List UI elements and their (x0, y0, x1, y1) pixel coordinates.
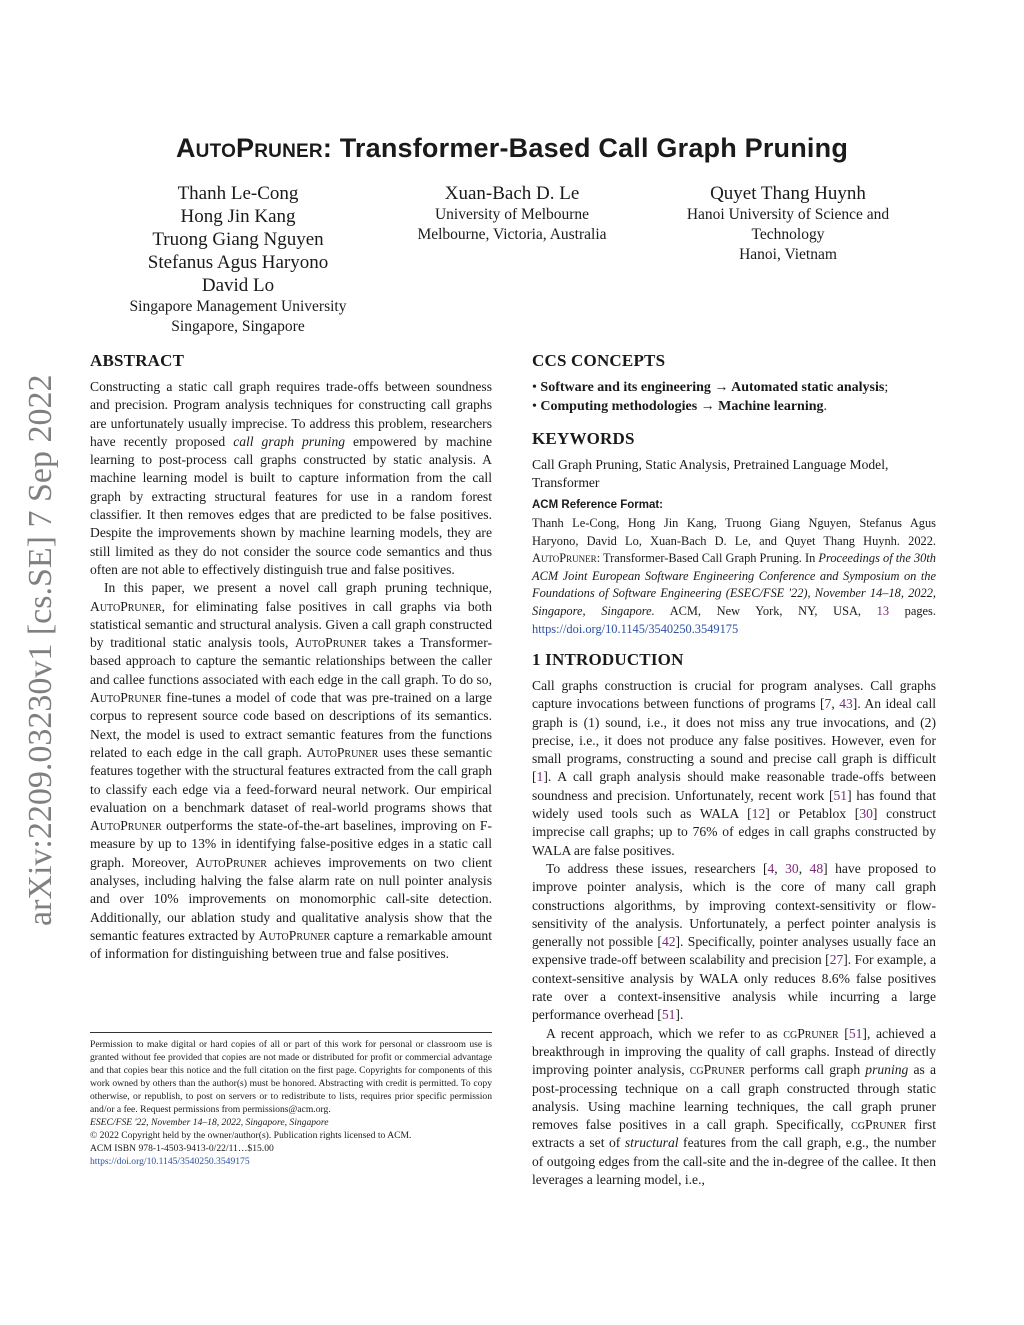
acm-reference-pages[interactable]: 13 (876, 603, 890, 618)
author-affiliation: Hanoi University of Science and Technology (686, 206, 890, 243)
author-name: Thanh Le-Cong (177, 183, 299, 204)
author-name: Truong Giang Nguyen (152, 229, 324, 250)
intro-paragraph-2: To address these issues, researchers [4, 30, 48] have proposed to improve pointer analysis, which is the core of many call graph constructions algorithms, by improving context-sensitivity or flow-sensitivity of the analysis. Unfortunately, a perfect pointer analysis is generally not possible [42]. Specifically, pointer analyses usually face an expensive trade-off between scalability and precision [27]. For example, a context-sensitive analysis by WALA only reduces 8.6% false positives rate over a context-insensitive analysis while incurring a large performance overhead [51]. (532, 860, 937, 1023)
author-name: Quyet Thang Huynh (710, 183, 866, 204)
acm-reference (532, 499, 936, 638)
author-name: Xuan-Bach D. Le (444, 183, 580, 204)
citation-link[interactable]: 30 (785, 860, 799, 876)
citation-link[interactable]: 7 (824, 696, 832, 712)
citation-link[interactable]: 51 (833, 787, 848, 803)
author-location: Singapore, Singapore (171, 318, 305, 335)
title-rest: : Transformer-Based Call Graph Pruning (322, 133, 849, 163)
acm-reference-doi-link[interactable]: https://doi.org/10.1145/3540250.3549175 (532, 621, 739, 636)
acm-reference-text: Thanh Le-Cong, Hong Jin Kang, Truong Giang Nguyen, Stefanus Agus Haryono, David Lo, Xuan-Bach D. Le, and Quyet Thang Huynh. 2022. AutoPruner: Transformer-Based Call Graph Pruning. In Proceedings of the 30th ACM Joint European Software Engineering Conference and Symposium on the Foundations of Software Engineering (ESEC/FSE '22), November 14–18, 2022, Singapore, Singapore. ACM, New York, NY, USA, 13 pages. https://doi.org/10.1145/3540250.3549175 (532, 516, 936, 636)
citation-link[interactable]: 30 (859, 806, 873, 822)
ccs-concept-2: • Computing methodologies → Machine learning. (532, 399, 828, 414)
keywords-heading: KEYWORDS (532, 429, 635, 448)
permission-footnote (90, 1038, 492, 1168)
footnote-isbn: ACM ISBN 978-1-4503-9413-0/22/11…$15.00 (90, 1143, 274, 1154)
citation-link[interactable]: 51 (848, 1025, 863, 1041)
author-name: Hong Jin Kang (180, 206, 296, 227)
arxiv-stamp: arXiv:2209.03230v1 [cs.SE] 7 Sep 2022 (22, 374, 59, 926)
author-block-3 (668, 182, 908, 265)
ccs-heading: CCS CONCEPTS (532, 351, 666, 370)
introduction-heading: 1 INTRODUCTION (532, 650, 684, 669)
keywords-section (532, 429, 936, 493)
citation-link[interactable]: 51 (661, 1007, 676, 1023)
footnote-copyright: © 2022 Copyright held by the owner/author(s). Publication rights licensed to ACM. (90, 1130, 412, 1141)
abstract-paragraph-2: In this paper, we present a novel call graph pruning technique, AutoPruner, for eliminating false positives in call graphs via both statistical semantic and structural analysis. Given a call graph constructed by traditional static analysis tools, AutoPruner takes a Transformer-based approach to capture the semantic relationships between the caller and callee functions associated with each edge in the call graph. To do so, AutoPruner fine-tunes a model of code that was pre-trained on a large corpus to represent source code based on descriptions of its semantics. Next, the model is used to extract semantic features from the functions related to each edge in the call graph. AutoPruner uses these semantic features together with the structural features extracted from the call graph to classify each edge via a feed-forward neural network. Our empirical evaluation on a benchmark dataset of real-world programs shows that AutoPruner outperforms the state-of-the-art baselines, improving on F-measure by up to 13% in identifying false-positive edges in a static call graph. Moreover, AutoPruner achieves improvements on two client analyses, including halving the false alarm rate on null pointer analysis and over 10% improvements on monomorphic call-site detection. Additionally, our ablation study and qualitative analysis show that the semantic features extracted by AutoPruner capture a remarkable amount of information for distinguishing between true and false positives. (90, 580, 492, 962)
author-name: Stefanus Agus Haryono (147, 252, 329, 273)
intro-paragraph-1: Call graphs construction is crucial for program analyses. Call graphs capture invocations between functions of programs [7, 43]. An ideal call graph is (1) sound, i.e., it does not miss any true invocations, and (2) precise, i.e., it does not produce any false positives. However, even for small programs, constructing a sound and precise call graph is difficult [1]. A call graph analysis should make reasonable trade-offs between soundness and precision. Unfortunately, recent work [51] has found that widely used tools such as WALA [12] or Petablox [30] construct imprecise call graphs; up to 76% of edges in call graphs constructed by WALA are false positives. (532, 678, 937, 858)
footnote-divider (90, 1032, 492, 1033)
permission-text: Permission to make digital or hard copies of all or part of this work for personal or classroom use is granted without fee provided that copies are not made or distributed for profit or commercial advantage and that copies bear this notice and the full citation on the first page. Copyrights for components of this work owned by others than the author(s) must be honored. Abstracting with credit is permitted. To copy otherwise, or republish, to post on servers or to redistribute to lists, requires prior specific permission and/or a fee. Request permissions from permissions@acm.org. (90, 1039, 492, 1115)
author-name: David Lo (201, 275, 275, 296)
citation-link[interactable]: 27 (829, 952, 844, 968)
author-affiliation: University of Melbourne (434, 206, 590, 223)
keywords-text: Call Graph Pruning, Static Analysis, Pretrained Language Model, Transformer (532, 457, 889, 491)
citation-link[interactable]: 42 (661, 934, 676, 950)
author-block-2 (392, 182, 632, 245)
author-block-1 (108, 182, 368, 337)
author-location: Melbourne, Victoria, Australia (417, 226, 607, 243)
acm-reference-label: ACM Reference Format: (532, 499, 663, 511)
paper-title (100, 133, 924, 164)
footnote-doi-link[interactable]: https://doi.org/10.1145/3540250.3549175 (90, 1156, 250, 1167)
footnote-venue: ESEC/FSE '22, November 14–18, 2022, Singapore, Singapore (90, 1117, 329, 1128)
intro-paragraph-3: A recent approach, which we refer to as cgPruner [51], achieved a breakthrough in improving the quality of call graphs. Instead of directly improving pointer analysis, cgPruner performs call graph pruning as a post-processing technique on a call graph constructed through static analysis. Using machine learning techniques, the call graph pruner removes false positives in a call graph. Specifically, cgPruner first extracts a set of structural features from the call graph, e.g., the number of outgoing edges from the call-site and the in-degree of the callee. It then leverages a learning model, i.e., (532, 1025, 936, 1188)
citation-link[interactable]: 1 (536, 769, 544, 785)
abstract-heading: ABSTRACT (90, 351, 185, 370)
author-location: Hanoi, Vietnam (739, 246, 837, 263)
ccs-section (532, 351, 936, 416)
citation-link[interactable]: 48 (809, 860, 824, 876)
citation-link[interactable]: 12 (751, 806, 766, 822)
ccs-concept-1: • Software and its engineering → Automated static analysis; (532, 380, 889, 395)
abstract-paragraph-1: Constructing a static call graph requires trade-offs between soundness and precision. Program analysis techniques for constructing call graphs are unfortunately usually imprecise. To address this problem, researchers have recently proposed call graph pruning empowered by machine learning to post-process call graphs constructed by static analysis. A machine learning model is built to capture information from the call graph by extracting structural features for use in a random forest classifier. It then removes edges that are predicted to be false positives. Despite the improvements shown by machine learning models, they are still limited as they do not consider the source code semantics and thus often are not able to effectively distinguish true and false positives. (90, 379, 493, 577)
citation-link[interactable]: 43 (839, 696, 853, 712)
abstract-section (90, 351, 492, 964)
author-affiliation: Singapore Management University (129, 298, 347, 315)
citation-link[interactable]: 4 (767, 860, 775, 876)
introduction-section (532, 650, 936, 1189)
title-system-name: AutoPruner (175, 133, 323, 163)
